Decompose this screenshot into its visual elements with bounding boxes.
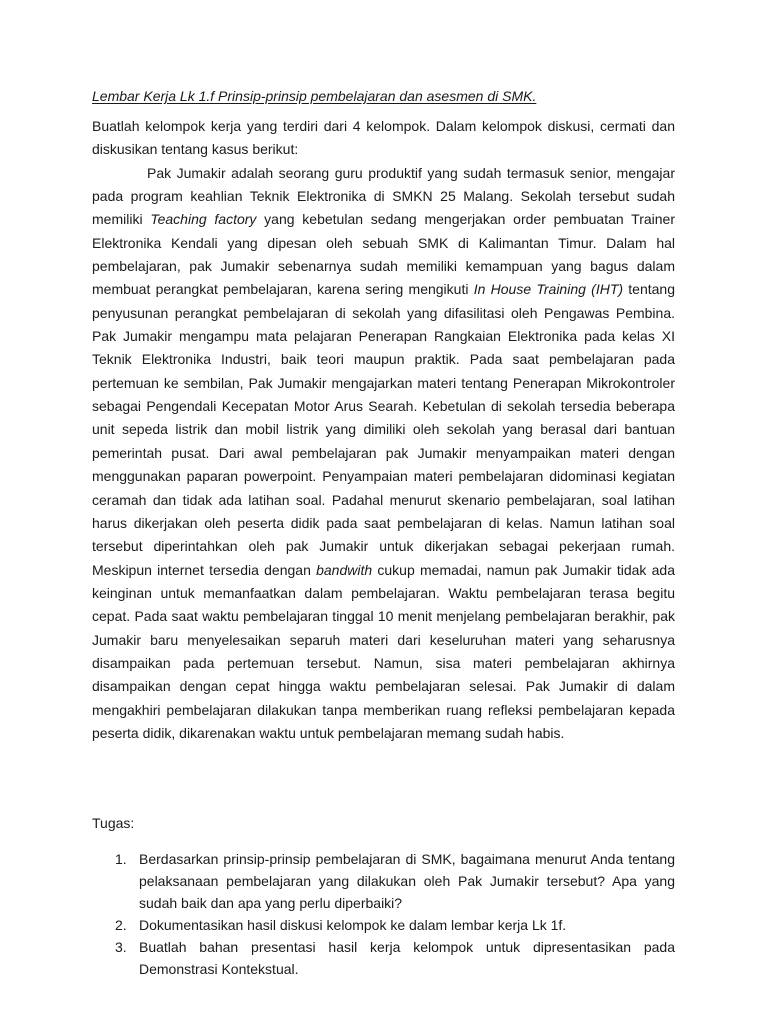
intro-paragraph: Buatlah kelompok kerja yang terdiri dari 4 kelompok. Dalam kelompok diskusi, cermati dan diskusikan tentang kasus berikut:: [92, 118, 675, 158]
case-text-2: yang kebetulan sedang mengerjakan order pembuatan Trainer Elektronika Kendali yang dipesan oleh sebuah SMK di Kalimantan Timur. Dalam hal pembelajaran, pak Jumakir sebenarnya sudah memiliki kemampuan yang bagus dalam membuat perangkat pembelajaran, karena sering mengikuti: [92, 211, 675, 298]
case-term-iht: In House Training (IHT): [473, 281, 624, 298]
case-term-bandwith: bandwith: [316, 561, 373, 578]
case-text-3: tentang penyusunan perangkat pembelajaran di sekolah yang difasilitasi oleh Pengawas Pembina. Pak Jumakir mengampu mata pelajaran Penerapan Rangkaian Elektronika pada kelas XI Teknik Elektronika Industri, baik teori maupun praktik. Pada saat pembelajaran pada pertemuan ke sembilan, Pak Jumakir mengajarkan materi tentang Penerapan Mikrokontroler sebagai Pengendali Kecepatan Motor Arus Searah. Kebetulan di sekolah tersedia beberapa unit sepeda listrik dan mobil listrik yang dimiliki oleh sekolah yang berasal dari bantuan pemerintah pusat. Dari awal pembelajaran pak Jumakir menyampaikan materi dengan menggunakan paparan powerpoint. Penyampaian materi pembelajaran didominasi kegiatan ceramah dan tidak ada latihan soal. Padahal menurut skenario pembelajaran, soal latihan harus dikerjakan oleh peserta didik pada saat pembelajaran di kelas. Namun latihan soal tersebut diperintahkan oleh pak Jumakir untuk dikerjakan sebagai pekerjaan rumah. Meskipun internet tersedia dengan: [92, 281, 675, 578]
task-number: 1.: [115, 850, 127, 867]
task-item: [92, 936, 675, 980]
task-item: [92, 914, 675, 936]
task-number: 3.: [115, 938, 127, 955]
case-text-4: cukup memadai, namun pak Jumakir tidak ada keinginan untuk memanfaatkan dalam pembelajaran. Waktu pembelajaran terasa begitu cepat. Pada saat waktu pembelajaran tinggal 10 menit menjelang pembelajaran berakhir, pak Jumakir baru menyelesaikan separuh materi dari keseluruhan materi yang seharusnya disampaikan pada pertemuan tersebut. Namun, sisa materi pembelajaran akhirnya disampaikan dengan cepat hingga waktu pembelajaran selesai. Pak Jumakir di dalam mengakhiri pembelajaran dilakukan tanpa memberikan ruang refleksi pembelajaran kepada peserta didik, dikarenakan waktu untuk pembelajaran memang sudah habis.: [92, 561, 675, 741]
case-text-1: Pak Jumakir adalah seorang guru produktif yang sudah termasuk senior, mengajar pada program keahlian Teknik Elektronika di SMKN 25 Malang. Sekolah tersebut sudah memiliki: [92, 164, 675, 228]
task-text: Berdasarkan prinsip-prinsip pembelajaran di SMK, bagaimana menurut Anda tentang pelaksanaan pembelajaran yang dilakukan oleh Pak Jumakir tersebut? Apa yang sudah baik dan apa yang perlu diperbaiki?: [139, 850, 675, 911]
task-item: [92, 848, 675, 914]
task-number: 2.: [115, 916, 127, 933]
worksheet-title: Lembar Kerja Lk 1.f Prinsip-prinsip pembelajaran dan asesmen di SMK.: [92, 88, 537, 104]
case-paragraph: [92, 162, 675, 792]
worksheet-page: [92, 84, 675, 980]
tugas-heading: Tugas:: [92, 814, 135, 831]
task-text: Dokumentasikan hasil diskusi kelompok ke dalam lembar kerja Lk 1f.: [139, 916, 567, 933]
task-list: [92, 848, 675, 980]
task-text: Buatlah bahan presentasi hasil kerja kelompok untuk dipresentasikan pada Demonstrasi Kontekstual.: [139, 938, 675, 977]
case-term-teaching-factory: Teaching factory: [150, 211, 257, 228]
